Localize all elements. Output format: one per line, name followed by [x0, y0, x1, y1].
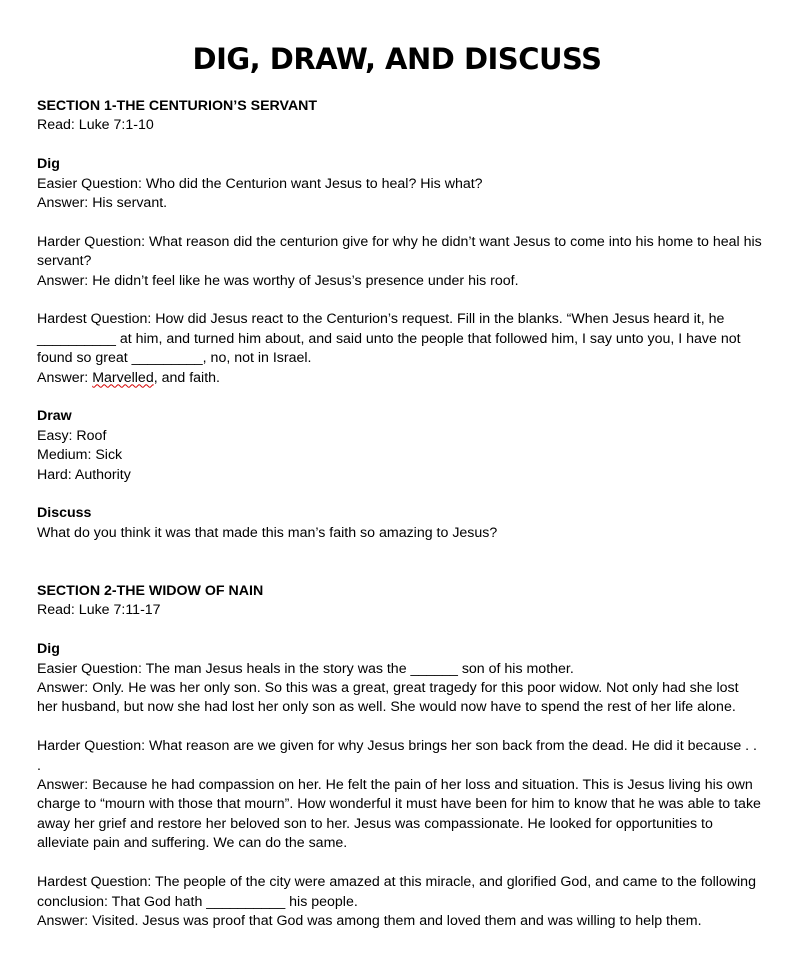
- section-2-harder-answer: Answer: Because he had compassion on her. He felt the pain of her loss and situation. This is Jesus living his own charge to “mourn with those that mourn”. How wonderful it must have been for him to know that he was able to take away her grief and restore her beloved son to her. Jesus was compassionate. He looked for opportunities to alleviate pain and suffering. We can do the same.: [37, 777, 761, 852]
- section-1-dig-label: Dig: [37, 156, 60, 173]
- section-1-harder-answer: Answer: He didn’t feel like he was worthy of Jesus’s presence under his roof.: [37, 272, 519, 289]
- section-2-easier-answer: Answer: Only. He was her only son. So this was a great, great tragedy for this poor widow. Not only had she lost her husband, but now she had lost her only son as well. She would now have to spend the rest of her life alone.: [37, 680, 739, 716]
- section-1-easier-answer: Answer: His servant.: [37, 195, 168, 212]
- section-2-easier-question: Easier Question: The man Jesus heals in the story was the ______ son of his mother.: [37, 660, 574, 677]
- section-2-dig-label: Dig: [37, 641, 60, 658]
- section-2-hardest-question: Hardest Question: The people of the city were amazed at this miracle, and glorified God, and came to the following conclusion: That God hath __________ his people.: [37, 874, 756, 910]
- section-1-discuss-question: What do you think it was that made this man’s faith so amazing to Jesus?: [37, 524, 498, 541]
- section-1-hardest-question: Hardest Question: How did Jesus react to the Centurion’s request. Fill in the blanks. “When Jesus heard it, he __________ at him, and turned him about, and said unto the people that followed him, I say unto you, I have not found so great _________, no, not in Israel.: [37, 311, 741, 367]
- section-2-heading: SECTION 2-THE WIDOW OF NAIN: [37, 583, 264, 600]
- spellcheck-flagged-word: Marvelled: [92, 369, 154, 386]
- page-title: DIG, DRAW, AND DISCUSS: [192, 42, 602, 76]
- section-2-hardest-answer: Answer: Visited. Jesus was proof that God was among them and loved them and was willing to help them.: [37, 912, 702, 929]
- section-2-reading: Read: Luke 7:11-17: [37, 602, 161, 619]
- section-1-heading: SECTION 1-THE CENTURION’S SERVANT: [37, 98, 318, 114]
- document-body: [37, 97, 762, 931]
- draw-hard: Hard: Authority: [37, 466, 131, 483]
- answer-prefix: Answer:: [37, 369, 93, 386]
- section-1-reading: Read: Luke 7:1-10: [37, 117, 154, 134]
- section-1-easier-question: Easier Question: Who did the Centurion want Jesus to heal? His what?: [37, 175, 483, 192]
- section-1-harder-question: Harder Question: What reason did the centurion give for why he didn’t want Jesus to come into his home to heal his servant?: [37, 233, 762, 270]
- draw-medium: Medium: Sick: [37, 447, 123, 464]
- section-1-discuss-label: Discuss: [37, 505, 92, 522]
- section-2-harder-question: Harder Question: What reason are we given for why Jesus brings her son back from the dead. He did it because . . .: [37, 738, 757, 774]
- draw-easy: Easy: Roof: [37, 427, 107, 444]
- section-1-hardest-answer: [37, 369, 762, 388]
- section-1-draw-label: Draw: [37, 408, 72, 425]
- answer-suffix: , and faith.: [153, 369, 220, 386]
